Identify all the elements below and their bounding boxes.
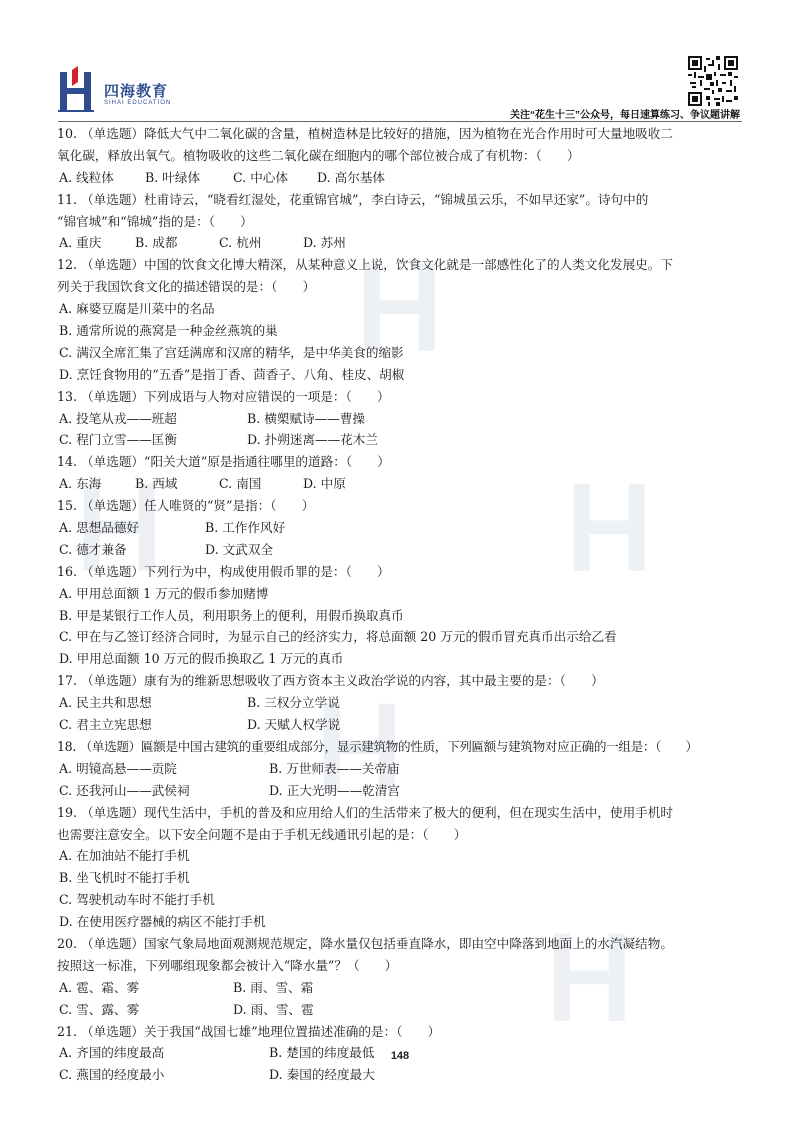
option-c[interactable]: C. 南国 (219, 476, 262, 492)
option-c[interactable]: C. 杭州 (219, 235, 262, 251)
option-row (57, 1064, 747, 1086)
option-row (57, 539, 747, 561)
option-row (57, 999, 747, 1021)
option-c[interactable]: C. 雪、露、雾 (59, 1001, 140, 1017)
option-a[interactable]: A. 重庆 (59, 235, 102, 251)
question-18 (57, 736, 747, 802)
option-a[interactable]: A. 甲用总面额 1 万元的假币参加赌博 (59, 585, 269, 601)
option-d[interactable]: D. 苏州 (303, 235, 346, 251)
option-b[interactable]: B. 工作作风好 (205, 520, 286, 536)
option-c[interactable]: C. 程门立雪——匡衡 (59, 432, 177, 448)
option-a[interactable]: A. 麻婆豆腐是川菜中的名品 (59, 301, 215, 317)
option-row (57, 758, 747, 780)
option-c[interactable]: C. 君主立宪思想 (59, 717, 152, 733)
option-b[interactable]: B. 通常所说的燕窝是一种金丝燕筑的巢 (59, 323, 278, 339)
option-row (57, 167, 747, 189)
option-c[interactable]: C. 德才兼备 (59, 541, 127, 557)
question-12 (57, 254, 747, 385)
question-stem: 10. （单选题）降低大气中二氧化碳的含量，植树造林是比较好的措施，因为植物在光合作用时可大量地吸收二 (57, 126, 673, 141)
question-stem: 按照这一标准，下列哪组现象都会被计入“降水量”？（ ） (57, 957, 398, 973)
option-c[interactable]: C. 还我河山——武侯祠 (59, 782, 190, 798)
question-14 (57, 451, 747, 495)
question-stem: 15. （单选题）任人唯贤的“贤”是指：（ ） (57, 498, 315, 514)
question-20 (57, 933, 747, 1021)
question-stem: 19. （单选题）现代生活中，手机的普及和应用给人们的生活带来了极大的便利，但在现实生活中，使用手机时 (57, 804, 673, 820)
question-19 (57, 802, 747, 933)
option-d[interactable]: D. 烹饪食物用的“五香”是指丁香、茴香子、八角、桂皮、胡椒 (59, 366, 405, 382)
option-b[interactable]: B. 成都 (135, 235, 178, 251)
option-row (57, 714, 747, 736)
option-a[interactable]: A. 民主共和思想 (59, 695, 152, 711)
option-a[interactable]: A. 齐国的纬度最高 (59, 1045, 165, 1061)
question-stem: 14. （单选题）“阳关大道”原是指通往哪里的道路：（ ） (57, 454, 390, 470)
option-a[interactable]: A. 线粒体 (59, 169, 114, 185)
question-15 (57, 495, 747, 561)
option-a[interactable]: A. 东海 (59, 476, 102, 492)
question-stem: 氧化碳，释放出氧气。植物吸收的这些二氧化碳在细胞内的哪个部位被合成了有机物：（ ） (57, 147, 580, 163)
logo (58, 66, 208, 118)
question-stem: 17. （单选题）康有为的维新思想吸收了西方资本主义政治学说的内容，其中最主要的是：（ ） (57, 673, 604, 689)
option-row (57, 517, 747, 539)
option-d[interactable]: D. 扑朔迷离——花木兰 (247, 432, 378, 448)
question-13 (57, 386, 747, 452)
question-stem: “锦官城”和“锦城”指的是：（ ） (57, 213, 253, 229)
option-d[interactable]: D. 雨、雪、雹 (233, 1001, 314, 1017)
option-d[interactable]: D. 中原 (303, 476, 346, 492)
option-b[interactable]: B. 楚国的纬度最低 (269, 1045, 375, 1061)
option-b[interactable]: B. 叶绿体 (145, 169, 201, 185)
option-row (57, 232, 747, 254)
option-b[interactable]: B. 雨、雪、霜 (233, 979, 314, 995)
option-b[interactable]: B. 甲是某银行工作人员，利用职务上的便利，用假币换取真币 (59, 607, 404, 623)
option-d[interactable]: D. 天赋人权学说 (247, 717, 341, 733)
question-stem: 13. （单选题）下列成语与人物对应错误的一项是：（ ） (57, 388, 390, 404)
option-d[interactable]: D. 甲用总面额 10 万元的假币换取乙 1 万元的真币 (59, 651, 344, 667)
option-c[interactable]: C. 中心体 (233, 169, 288, 185)
question-list (57, 123, 747, 1086)
option-a[interactable]: A. 思想品德好 (59, 520, 140, 536)
logo-mark-icon (58, 66, 98, 114)
question-17 (57, 670, 747, 736)
page-header (0, 0, 800, 120)
option-row (57, 692, 747, 714)
question-stem: 16. （单选题）下列行为中，构成使用假币罪的是：（ ） (57, 563, 390, 579)
question-stem: 11. （单选题）杜甫诗云，“晓看红湿处，花重锦官城”，李白诗云，“锦城虽云乐，不如早还家”。诗句中的 (57, 191, 649, 207)
option-row (57, 977, 747, 999)
page-number: 148 (390, 1050, 410, 1062)
option-b[interactable]: B. 西域 (135, 476, 178, 492)
option-a[interactable]: A. 投笔从戎——班超 (59, 410, 177, 426)
option-c[interactable]: C. 满汉全席汇集了宫廷满席和汉席的精华，是中华美食的缩影 (59, 344, 404, 360)
question-11 (57, 189, 747, 255)
option-d[interactable]: D. 在使用医疗器械的病区不能打手机 (59, 914, 266, 930)
option-d[interactable]: D. 正大光明——乾清宫 (269, 782, 400, 798)
question-stem: 21. （单选题）关于我国“战国七雄”地理位置描述准确的是：（ ） (57, 1023, 441, 1039)
option-row (57, 429, 747, 451)
option-a[interactable]: A. 在加油站不能打手机 (59, 848, 190, 864)
option-d[interactable]: D. 文武双全 (205, 541, 274, 557)
question-stem: 也需要注意安全。以下安全问题不是由于手机无线通讯引起的是：（ ） (57, 826, 467, 842)
option-d[interactable]: D. 高尔基体 (317, 169, 386, 185)
option-d[interactable]: D. 秦国的经度最大 (269, 1067, 375, 1083)
question-stem: 12. （单选题）中国的饮食文化博大精深，从某种意义上说，饮食文化就是一部感性化了的人类文化发展史。下 (57, 257, 673, 273)
question-stem: 20. （单选题）国家气象局地面观测规范规定，降水量仅包括垂直降水，即由空中降落到地面上的水汽凝结物。 (57, 935, 673, 951)
qr-code-icon (688, 56, 738, 106)
option-c[interactable]: C. 甲在与乙签订经济合同时，为显示自己的经济实力，将总面额 20 万元的假币冒充真币出示给乙看 (59, 629, 617, 645)
option-b[interactable]: B. 坐飞机时不能打手机 (59, 870, 190, 886)
option-row (57, 473, 747, 495)
header-divider (58, 121, 742, 122)
question-stem: 18. （单选题）匾额是中国古建筑的重要组成部分，显示建筑物的性质，下列匾额与建筑物对应正确的一组是：（ ） (57, 738, 698, 754)
option-row (57, 408, 747, 430)
question-10 (57, 123, 747, 189)
option-a[interactable]: A. 雹、霜、雾 (59, 979, 140, 995)
logo-subtext: SIHAI EDUCATION (104, 100, 172, 106)
question-stem: 列关于我国饮食文化的描述错误的是：（ ） (57, 279, 316, 295)
header-tagline: 关注“花生十三”公众号，每日速算练习、争议题讲解 (510, 110, 740, 121)
option-c[interactable]: C. 燕国的经度最小 (59, 1067, 165, 1083)
option-row (57, 780, 747, 802)
option-b[interactable]: B. 三权分立学说 (247, 695, 340, 711)
option-b[interactable]: B. 万世师表——关帝庙 (269, 760, 400, 776)
question-16 (57, 561, 747, 670)
option-c[interactable]: C. 驾驶机动车时不能打手机 (59, 892, 215, 908)
option-a[interactable]: A. 明镜高悬——贡院 (59, 760, 177, 776)
logo-text: 四海教育 (104, 83, 169, 100)
option-b[interactable]: B. 横槊赋诗——曹操 (247, 410, 366, 426)
